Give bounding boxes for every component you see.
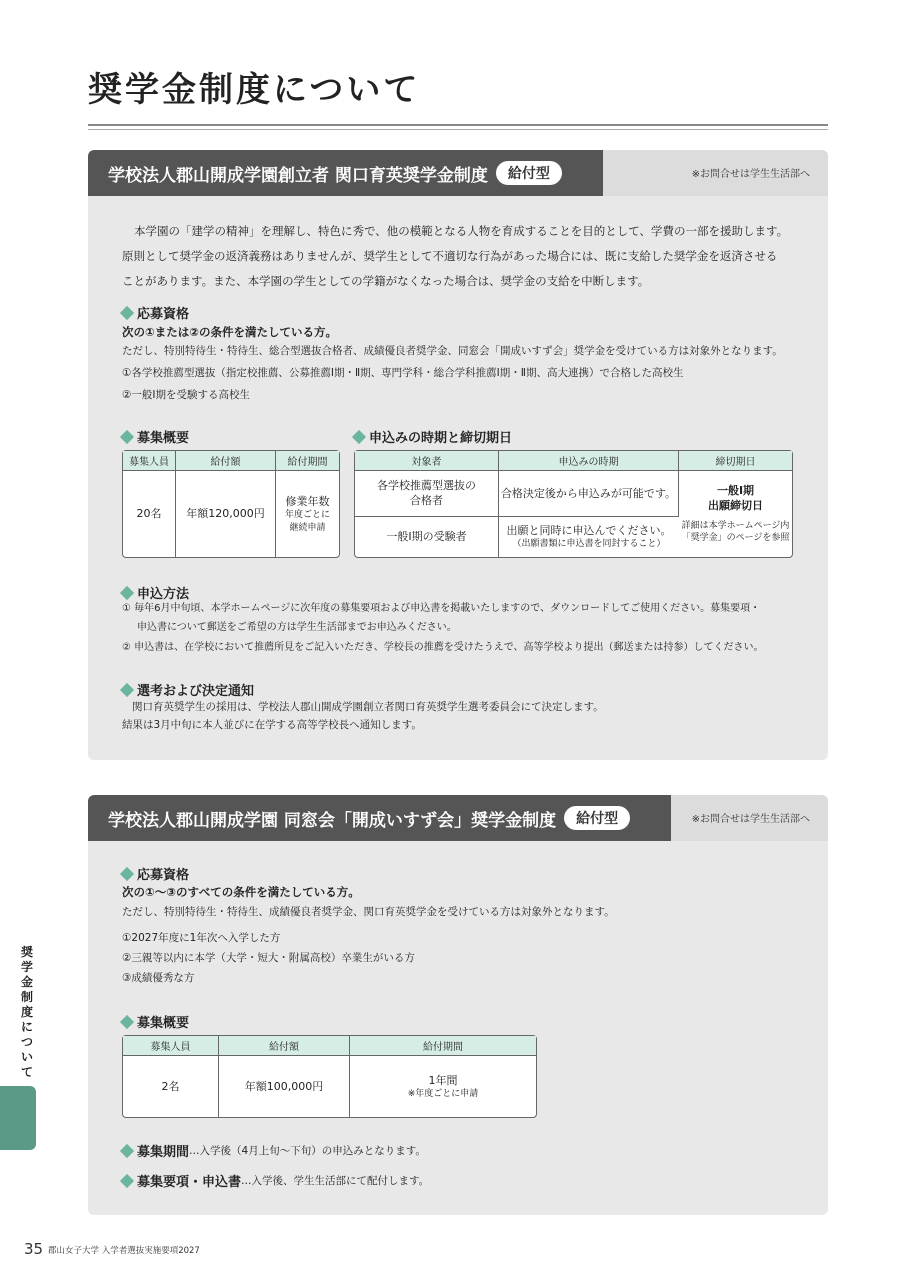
- diamond-bullet-icon: [120, 682, 134, 696]
- recruit-heading: 募集概要: [122, 427, 189, 446]
- section-header: [88, 795, 828, 841]
- period-text: …入学後（4月上旬～下旬）の申込みとなります。: [189, 1145, 426, 1157]
- section-title: 学校法人郡山開成学園創立者 関口育英奨学金制度: [108, 165, 488, 186]
- column-header: 給付額: [176, 451, 276, 471]
- selection-text: 結果は3月中旬に本人並びに在学する高等学校長へ通知します。: [122, 719, 422, 731]
- section-header: [88, 150, 828, 196]
- page-title: 奨学金制度について: [88, 70, 421, 110]
- column-header: 給付期間: [276, 451, 339, 471]
- deadline-cell: 一般Ⅰ期 出願締切日 詳細は本学ホームページ内 「奨学金」のページを参照: [681, 484, 790, 544]
- deadline-heading: 申込みの時期と締切期日: [354, 427, 512, 446]
- eligibility-item: ②三親等以内に本学（大学・短大・附属高校）卒業生がいる方: [122, 952, 415, 964]
- deadline-table: [354, 450, 793, 558]
- docs-text: …入学後、学生生活部にて配付します。: [241, 1175, 430, 1187]
- column-header: 給付額: [219, 1036, 350, 1056]
- eligibility-heading: 応募資格: [122, 303, 189, 322]
- eligibility-item: ②一般Ⅰ期を受験する高校生: [122, 389, 251, 401]
- column-header: 締切期日: [679, 451, 792, 471]
- column-header: 募集人員: [123, 451, 176, 471]
- eligibility-heading: 応募資格: [122, 864, 189, 883]
- grant-type-badge: 給付型: [564, 806, 630, 830]
- selection-heading: 選考および決定通知: [122, 680, 254, 699]
- amount-cell: 年額120,000円: [176, 471, 276, 557]
- section-title: 学校法人郡山開成学園 同窓会「開成いすず会」奨学金制度: [108, 810, 557, 831]
- period-cell: 1年間 ※年度ごとに申請: [407, 1073, 479, 1099]
- intro-line: ことがあります。また、本学園の学生としての学籍がなくなった場合は、奨学金の支給を中断します。: [122, 274, 650, 288]
- diamond-bullet-icon: [120, 429, 134, 443]
- page-number: 35: [24, 1240, 44, 1258]
- grant-type-badge: 給付型: [496, 161, 562, 185]
- column-header: 募集人員: [123, 1036, 219, 1056]
- eligibility-lead: 次の①～③のすべての条件を満たしている方。: [122, 885, 360, 899]
- diamond-bullet-icon: [120, 1173, 134, 1187]
- contact-note: ※お問合せは学生生活部へ: [691, 169, 810, 180]
- side-label: 奨学金制度について: [20, 945, 33, 1079]
- selection-text: 関口育英奨学生の採用は、学校法人郡山開成学園創立者関口育英奨学生選考委員会にて決定します。: [132, 701, 604, 713]
- column-header: 給付期間: [350, 1036, 536, 1056]
- period-cell: 修業年数 年度ごとに 継続申請: [284, 494, 330, 533]
- eligibility-lead: 次の①または②の条件を満たしている方。: [122, 325, 337, 339]
- apply-item: ① 毎年6月中旬頃、本学ホームページに次年度の募集要項および申込書を掲載いたしますので、ダウンロードしてご使用ください。募集要項・: [122, 603, 761, 614]
- contact-note: ※お問合せは学生生活部へ: [691, 814, 810, 825]
- period-heading: 募集期間 …入学後（4月上旬～下旬）の申込みとなります。: [122, 1141, 426, 1160]
- eligibility-item: ①2027年度に1年次へ入学した方: [122, 932, 281, 944]
- recruit-table: [122, 1035, 537, 1118]
- title-rule: [88, 124, 828, 126]
- target-cell: 各学校推薦型選抜の 合格者: [355, 471, 499, 517]
- diamond-bullet-icon: [120, 1014, 134, 1028]
- target-cell: 一般Ⅰ期の受験者: [355, 517, 499, 557]
- timing-cell: 出願と同時に申込んでください。 （出願書類に申込書を同封すること）: [506, 523, 672, 550]
- eligibility-item: ③成績優秀な方: [122, 972, 195, 984]
- intro-line: 原則として奨学金の返済義務はありませんが、奨学生として不適切な行為があった場合には、既に支給した奨学金を返済させる: [122, 249, 778, 263]
- column-header: 対象者: [355, 451, 499, 471]
- diamond-bullet-icon: [120, 866, 134, 880]
- diamond-bullet-icon: [120, 585, 134, 599]
- footer-text: 郡山女子大学 入学者選抜実施要項2027: [48, 1246, 200, 1256]
- recruit-table: [122, 450, 340, 558]
- eligibility-note: ただし、特別特待生・特待生、成績優良者奨学金、関口育英奨学金を受けている方は対象外となります。: [122, 906, 615, 918]
- diamond-bullet-icon: [120, 305, 134, 319]
- amount-cell: 年額100,000円: [219, 1056, 350, 1117]
- count-cell: 20名: [123, 471, 176, 557]
- apply-item: 申込書について郵送をご希望の方は学生生活部までお申込みください。: [137, 622, 457, 633]
- diamond-bullet-icon: [120, 1143, 134, 1157]
- intro-line: 本学園の「建学の精神」を理解し、特色に秀で、他の模範となる人物を育成することを目的として、学費の一部を援助します。: [134, 224, 789, 238]
- side-tab: [0, 1086, 36, 1150]
- timing-cell: 合格決定後から申込みが可能です。: [499, 471, 679, 517]
- column-header: 申込みの時期: [499, 451, 679, 471]
- apply-item: ② 申込書は、在学校において推薦所見をご記入いただき、学校長の推薦を受けたうえで、高等学校より提出（郵送または持参）してください。: [122, 642, 764, 653]
- diamond-bullet-icon: [352, 429, 366, 443]
- count-cell: 2名: [123, 1056, 219, 1117]
- section-title-bar: [88, 795, 671, 841]
- docs-heading: 募集要項・申込書 …入学後、学生生活部にて配付します。: [122, 1171, 429, 1190]
- section-title-bar: [88, 150, 603, 196]
- eligibility-item: ①各学校推薦型選抜（指定校推薦、公募推薦Ⅰ期・Ⅱ期、専門学科・総合学科推薦Ⅰ期・Ⅱ期、高大連携）で合格した高校生: [122, 367, 684, 379]
- intro-text: [122, 219, 812, 294]
- eligibility-note: ただし、特別特待生・特待生、総合型選抜合格者、成績優良者奨学金、同窓会「開成いすず会」奨学金を受けている方は対象外となります。: [122, 345, 783, 357]
- recruit-heading: 募集概要: [122, 1012, 189, 1031]
- title-rule-thin: [88, 129, 828, 130]
- apply-heading: 申込方法: [122, 583, 189, 602]
